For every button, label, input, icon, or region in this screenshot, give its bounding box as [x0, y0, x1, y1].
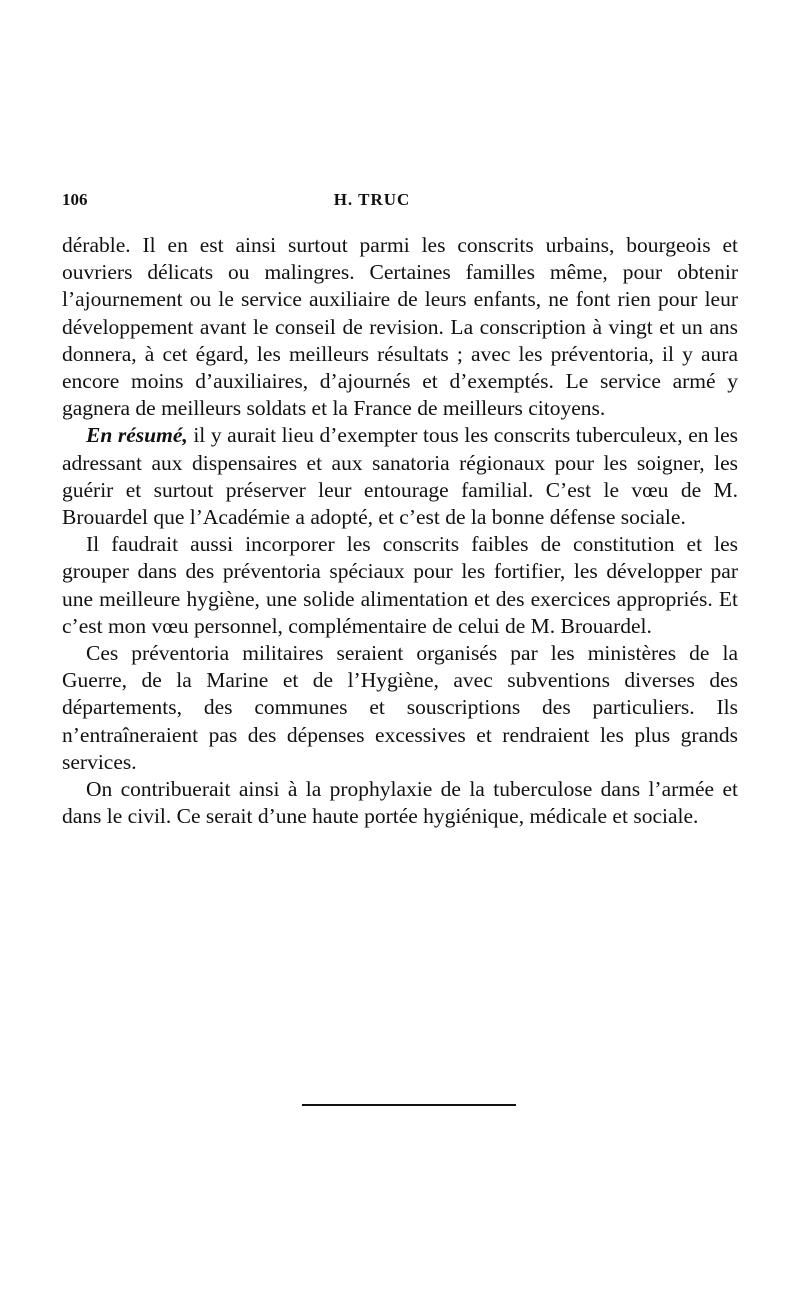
running-title: H. TRUC: [333, 190, 411, 209]
end-rule: [302, 1104, 516, 1106]
running-head: [62, 190, 762, 214]
paragraph-military-preventoria: Ces préventoria militaires seraient organisés par les ministères de la Guerre, de la Marine et de l’Hygiène, avec subventions diverses des départements, des communes et souscriptions des particuliers. Ils n’entraîneraient pas des dépenses excessives et rendraient les plus grands services.: [62, 641, 738, 774]
summary-text: il y aurait lieu d’exempter tous les conscrits tuberculeux, en les adressant aux dispensaires et aux sanatoria régionaux pour les soigner, les guérir et surtout préserver leur entourage familial. C’est le vœu de M. Brouardel que l’Académie a adopté, et c’est de la bonne défense sociale.: [62, 423, 738, 530]
body-text: [62, 232, 738, 830]
summary-lead: En résumé,: [86, 423, 188, 448]
paragraph-summary: [62, 422, 738, 531]
paragraph-conclusion: On contribuerait ainsi à la prophylaxie de la tuberculose dans l’armée et dans le civil. Ce serait d’une haute portée hygiénique, médicale et sociale.: [62, 777, 738, 829]
paragraph-preventoria: Il faudrait aussi incorporer les conscrits faibles de constitution et les grouper dans des préventoria spéciaux pour les fortifier, les développer par une meilleure hygiène, une solide alimentation et des exercices appropriés. Et c’est mon vœu personnel, complémentaire de celui de M. Brouardel.: [62, 532, 738, 638]
page-number: 106: [62, 190, 88, 209]
paragraph-continuation: dérable. Il en est ainsi surtout parmi les conscrits urbains, bourgeois et ouvriers délicats ou malingres. Certaines familles même, pour obtenir l’ajournement ou le service auxiliaire de leurs enfants, ne font rien pour leur développement avant le conseil de revision. La conscription à vingt et un ans donnera, à cet égard, les meilleurs résultats ; avec les préventoria, il y aura encore moins d’auxiliaires, d’ajournés et d’exemptés. Le service armé y gagnera de meilleurs soldats et la France de meilleurs citoyens.: [62, 233, 738, 421]
